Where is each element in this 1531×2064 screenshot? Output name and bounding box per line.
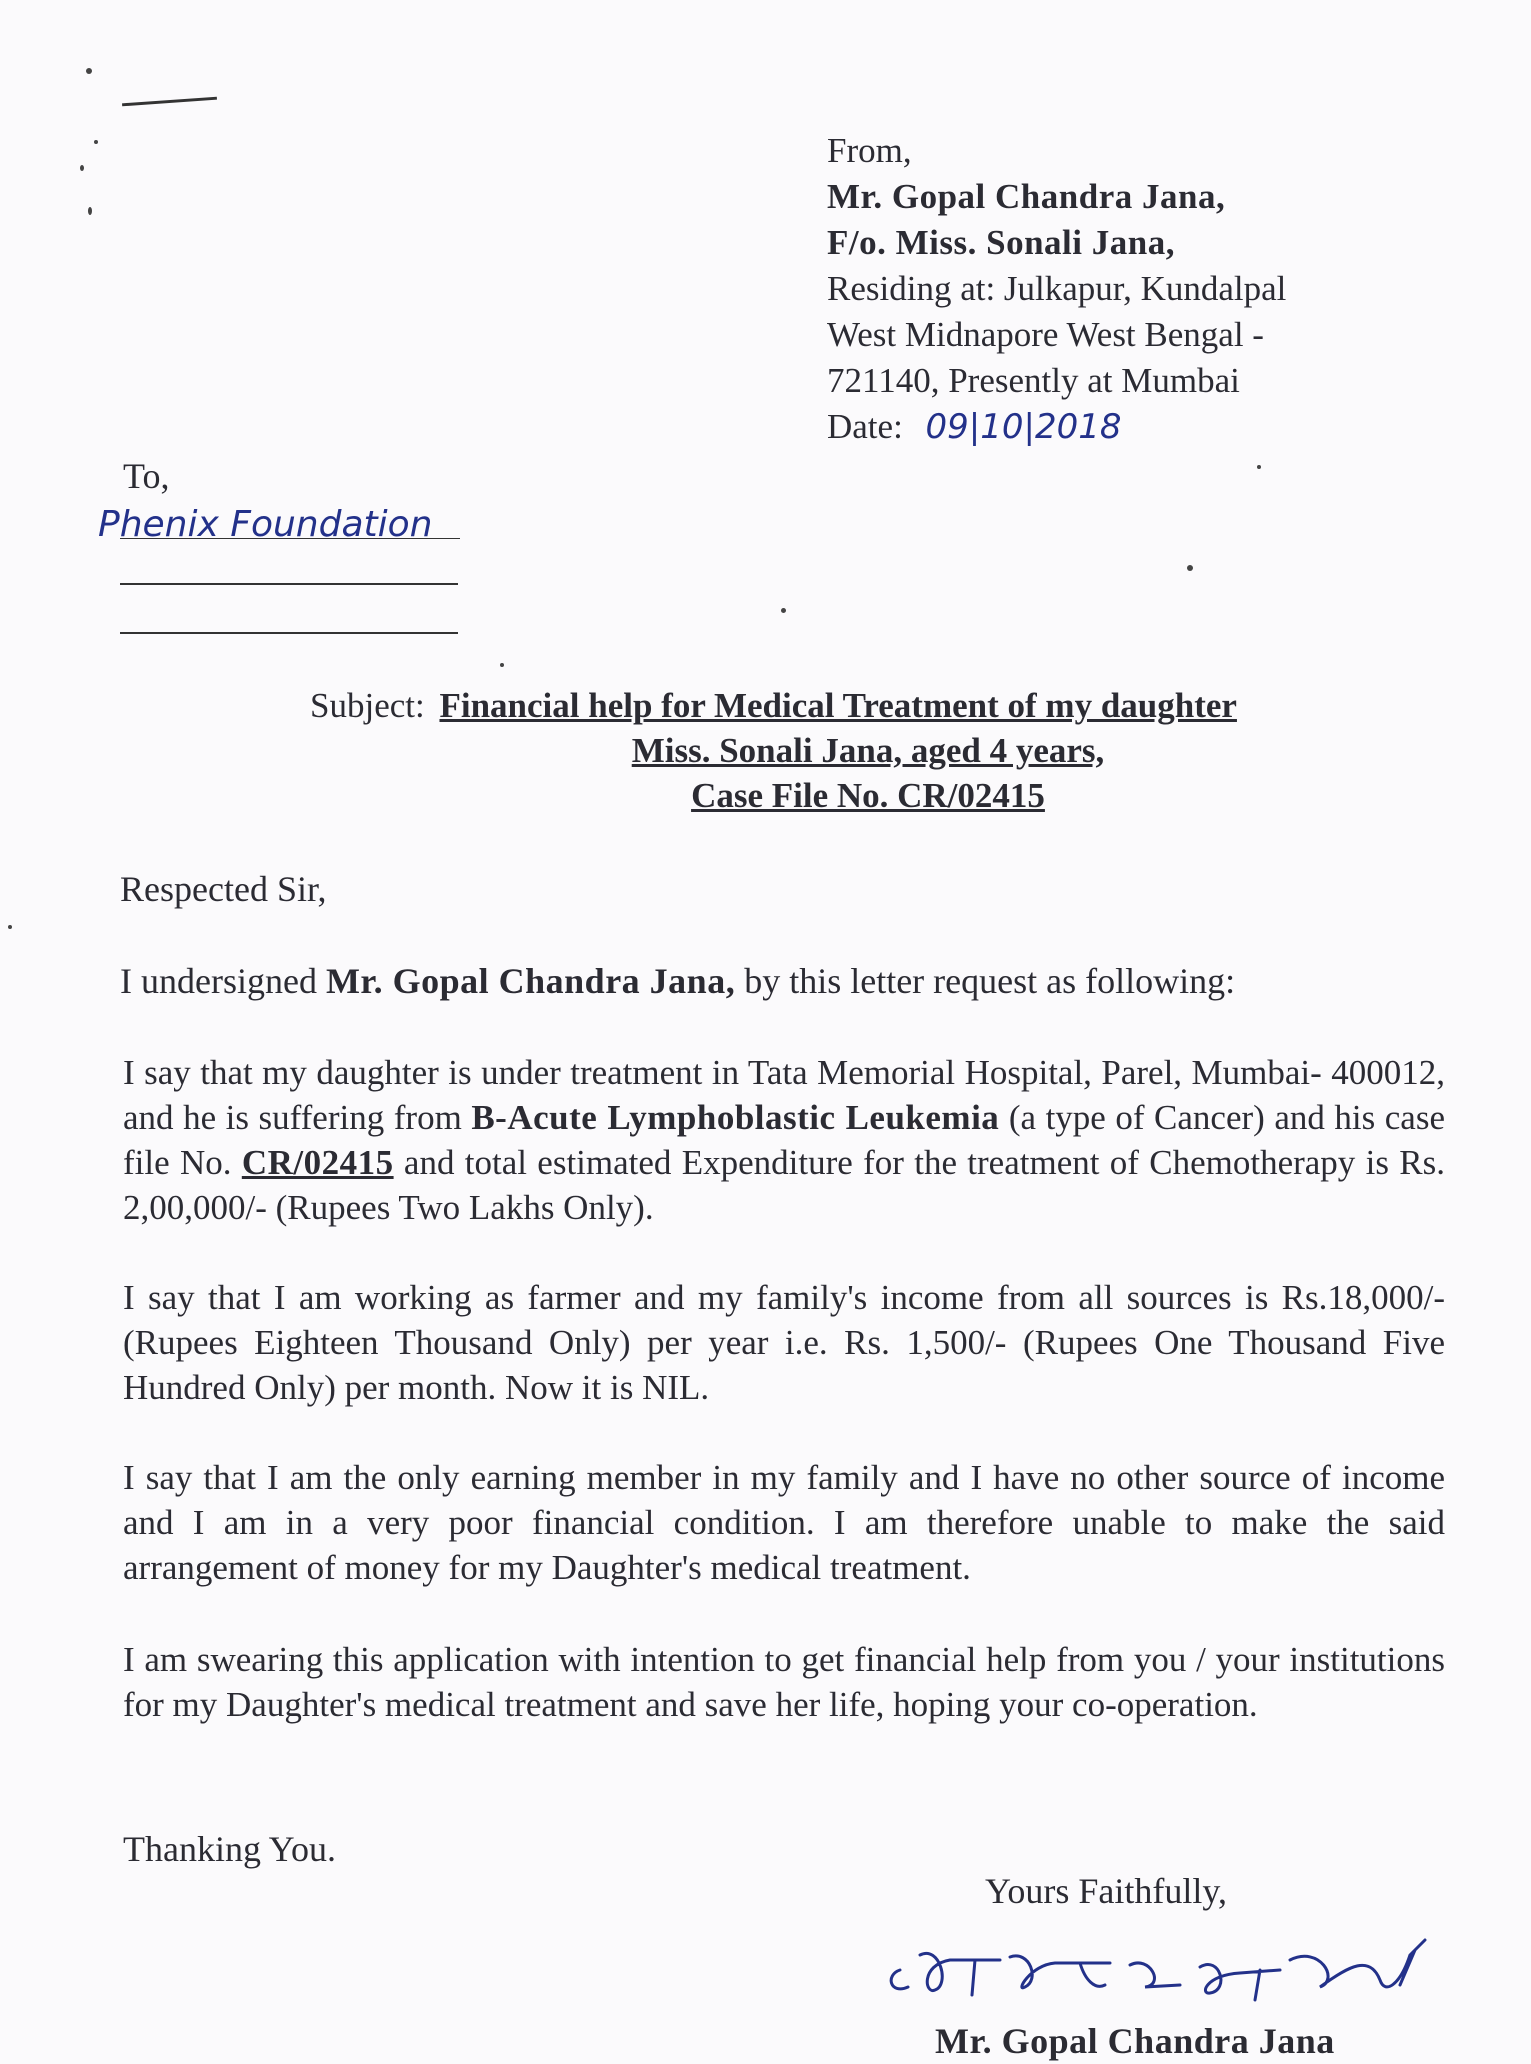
subject-line-3	[310, 773, 1350, 818]
disease-name: B-Acute Lymphoblastic Leukemia	[471, 1098, 1000, 1137]
sender-address-line-1: Residing at: Julkapur, Kundalpal	[827, 269, 1287, 308]
treatment-text-3: and total estimated Expenditure for the treatment of Chemotherapy is Rs. 2,00,000/- (Rupees Two Lakhs Only).	[123, 1143, 1445, 1227]
date-label: Date:	[827, 407, 903, 446]
subject-title: Financial help for Medical Treatment of my daughter	[439, 686, 1237, 725]
signer-name: Mr. Gopal Chandra Jana	[935, 2021, 1335, 2061]
scan-speck	[1257, 465, 1261, 469]
scan-pen-stroke	[122, 97, 217, 107]
sender-address-line-3: 721140, Presently at Mumbai	[827, 361, 1240, 400]
salutation: Respected Sir,	[120, 869, 327, 909]
subject-label: Subject:	[310, 686, 425, 725]
sender-relation: F/o. Miss. Sonali Jana,	[827, 223, 1175, 262]
scan-speck	[94, 140, 98, 144]
scan-speck	[500, 663, 504, 667]
sender-block	[827, 128, 1286, 450]
scan-speck	[80, 165, 84, 171]
subject-block	[310, 683, 1350, 818]
closing-line: Yours Faithfully,	[985, 1871, 1228, 1911]
treatment-paragraph	[123, 1050, 1445, 1230]
handwritten-signature	[880, 1925, 1440, 2005]
address-blank-line-1	[120, 583, 458, 585]
intro-paragraph	[120, 958, 1235, 1004]
earning-paragraph: I say that I am the only earning member in my family and I have no other source of income and I am in a very poor financial condition. I am therefore unable to make the said arrangement of money for my Daughter's medical treatment.	[123, 1458, 1445, 1587]
intro-name: Mr. Gopal Chandra Jana,	[325, 961, 736, 1001]
sender-address-line-2: West Midnapore West Bengal -	[827, 315, 1264, 354]
intro-text-start: I undersigned	[120, 961, 326, 1001]
scan-speck	[781, 608, 786, 613]
thanks-line: Thanking You.	[123, 1829, 337, 1869]
subject-line-1	[310, 683, 1350, 728]
income-paragraph: I say that I am working as farmer and my family's income from all sources is Rs.18,000/- (Rupees Eighteen Thousand Only) per year i.e. Rs. 1,500/- (Rupees One Thousand Five Hundred Only) per month. Now it is NIL.	[123, 1278, 1445, 1407]
subject-patient: Miss. Sonali Jana, aged 4 years,	[631, 731, 1105, 770]
signature	[880, 1925, 1440, 2005]
intro-text-end: by this letter request as following:	[735, 961, 1236, 1001]
treatment-text-1: I say that my daughter is under treatment in Tata Memorial Hospital, Parel, Mumbai- 400012, and he is suffering from	[123, 1053, 1445, 1137]
subject-line-2	[310, 728, 1350, 773]
treatment-text-2: (a type of Cancer) and his case file No.	[123, 1098, 1445, 1182]
case-file-number: CR/02415	[241, 1143, 394, 1182]
address-blank-line-2	[120, 632, 458, 634]
subject-case-file: Case File No. CR/02415	[691, 776, 1045, 815]
from-label: From,	[827, 131, 912, 170]
date-line	[827, 404, 1286, 450]
scan-speck	[88, 207, 92, 215]
recipient-handwritten: Phenix Foundation	[98, 504, 433, 545]
scan-speck	[8, 925, 12, 929]
recipient-underline-1	[120, 538, 460, 539]
to-label: To,	[123, 456, 170, 496]
sender-name: Mr. Gopal Chandra Jana,	[827, 177, 1226, 216]
scan-speck	[86, 68, 92, 74]
swearing-paragraph: I am swearing this application with intention to get financial help from you / your institutions for my Daughter's medical treatment and save her life, hoping your co-operation.	[123, 1640, 1445, 1724]
scan-speck	[1187, 565, 1193, 571]
date-handwritten: 09|10|2018	[925, 407, 1122, 447]
